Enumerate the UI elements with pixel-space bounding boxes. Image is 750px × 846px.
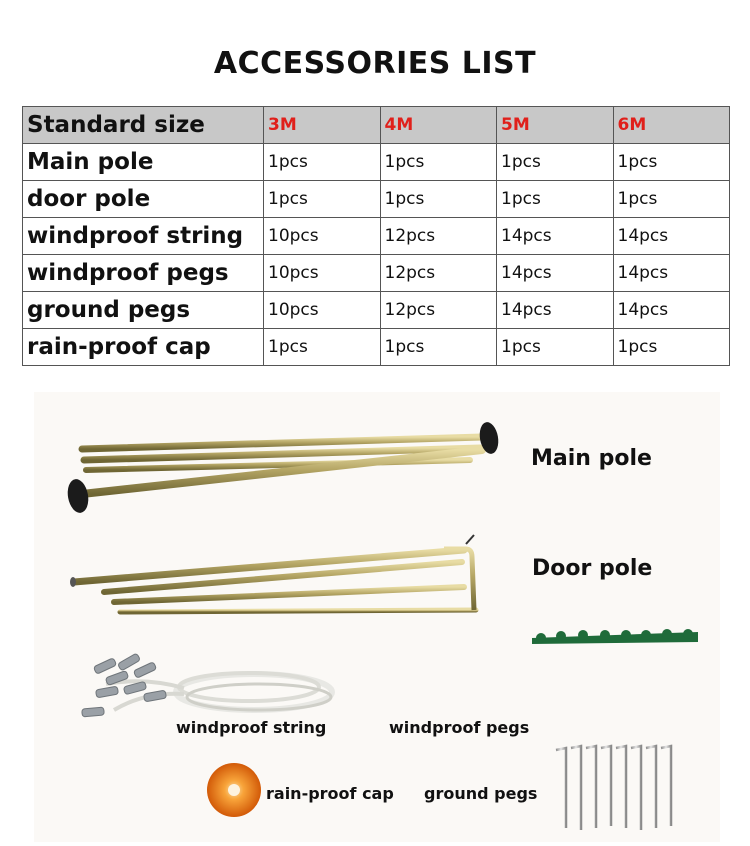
row-value: 1pcs — [380, 144, 497, 181]
table-row — [23, 329, 730, 366]
row-value: 1pcs — [497, 144, 614, 181]
label-door-pole: Door pole — [532, 556, 653, 581]
row-label: ground pegs — [23, 292, 264, 329]
accessories-table — [22, 106, 730, 366]
label-rain-proof-cap: rain-proof cap — [266, 784, 394, 803]
rain-proof-cap-image — [207, 763, 261, 817]
header-label: Standard size — [23, 107, 264, 144]
label-windproof-string: windproof string — [176, 718, 327, 737]
row-value: 1pcs — [613, 144, 730, 181]
row-label: windproof string — [23, 218, 264, 255]
row-value: 14pcs — [613, 292, 730, 329]
main-pole-image — [65, 421, 500, 515]
row-value: 1pcs — [264, 181, 381, 218]
row-value: 1pcs — [264, 329, 381, 366]
row-value: 14pcs — [613, 218, 730, 255]
table-header-row — [23, 107, 730, 144]
row-value: 10pcs — [264, 255, 381, 292]
row-value: 1pcs — [613, 329, 730, 366]
row-label: door pole — [23, 181, 264, 218]
row-value: 1pcs — [497, 329, 614, 366]
row-value: 14pcs — [497, 292, 614, 329]
label-ground-pegs: ground pegs — [424, 784, 538, 803]
accessories-photo — [34, 392, 720, 842]
table-row — [23, 181, 730, 218]
size-4m: 4M — [380, 107, 497, 144]
row-value: 14pcs — [497, 255, 614, 292]
row-value: 1pcs — [380, 329, 497, 366]
row-value: 10pcs — [264, 292, 381, 329]
row-value: 1pcs — [497, 181, 614, 218]
size-3m: 3M — [264, 107, 381, 144]
windproof-string-image — [82, 653, 332, 717]
door-pole-image — [70, 535, 476, 612]
table-row — [23, 255, 730, 292]
size-5m: 5M — [497, 107, 614, 144]
row-value: 1pcs — [264, 144, 381, 181]
row-value: 1pcs — [380, 181, 497, 218]
label-main-pole: Main pole — [531, 446, 652, 471]
row-value: 14pcs — [613, 255, 730, 292]
label-windproof-pegs: windproof pegs — [389, 718, 530, 737]
row-value: 12pcs — [380, 218, 497, 255]
windproof-pegs-image — [532, 629, 698, 742]
size-6m: 6M — [613, 107, 730, 144]
row-value: 1pcs — [613, 181, 730, 218]
table-row — [23, 292, 730, 329]
row-value: 14pcs — [497, 218, 614, 255]
page-title: ACCESSORIES LIST — [213, 46, 537, 81]
row-value: 12pcs — [380, 292, 497, 329]
table-row — [23, 144, 730, 181]
row-value: 10pcs — [264, 218, 381, 255]
table-row — [23, 218, 730, 255]
row-label: rain-proof cap — [23, 329, 264, 366]
row-label: windproof pegs — [23, 255, 264, 292]
ground-pegs-image — [556, 746, 671, 830]
row-value: 12pcs — [380, 255, 497, 292]
row-label: Main pole — [23, 144, 264, 181]
